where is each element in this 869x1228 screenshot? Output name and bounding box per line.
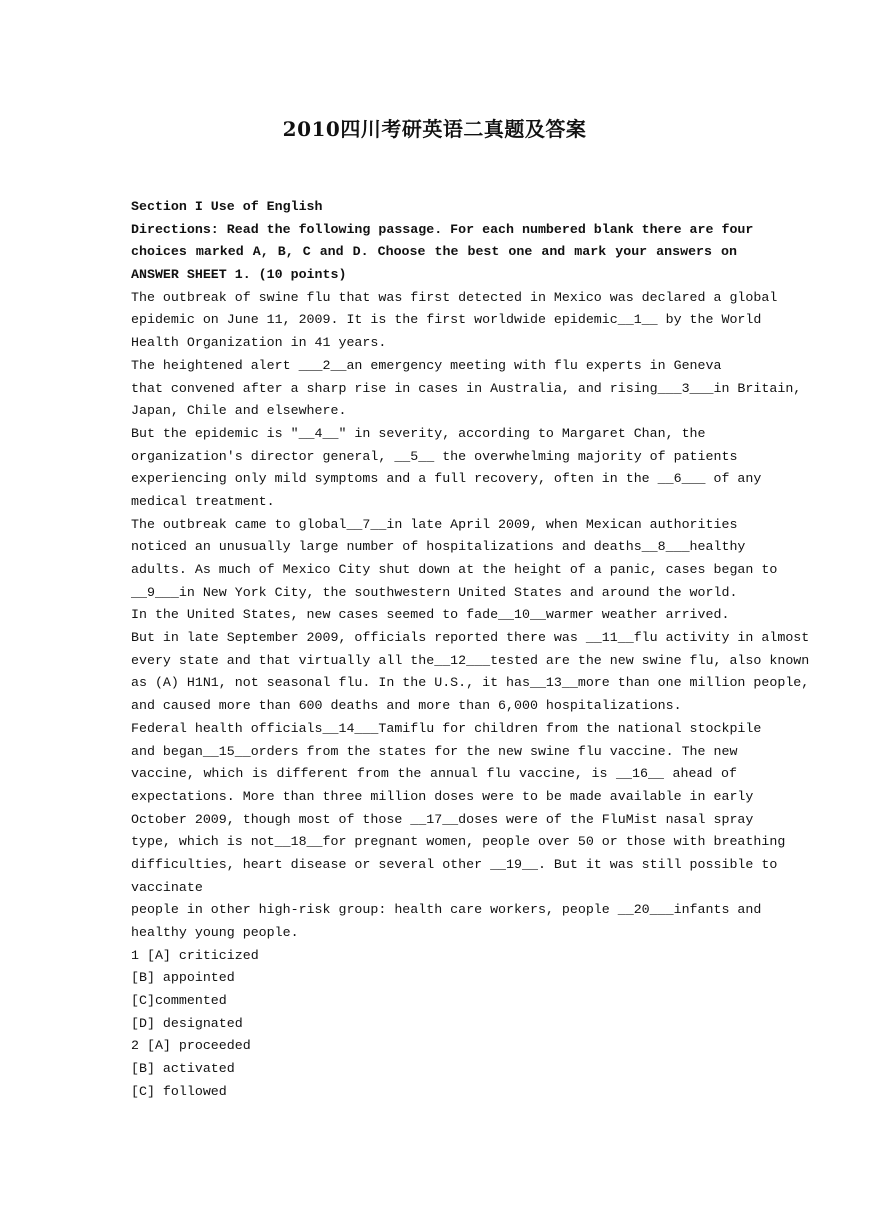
passage-line: vaccine, which is different from the annual flu vaccine, is __16__ ahead of xyxy=(131,766,737,782)
document-body xyxy=(131,196,810,1104)
passage-line: vaccinate xyxy=(131,879,203,895)
passage-line: medical treatment. xyxy=(131,493,275,509)
option-line: [C] followed xyxy=(131,1083,227,1099)
directions-line: choices marked A, B, C and D. Choose the best one and mark your answers on xyxy=(131,244,737,260)
section-heading: Section I Use of English xyxy=(131,199,323,214)
passage-line: The heightened alert ___2__an emergency meeting with flu experts in Geneva xyxy=(131,357,722,373)
option-line: [D] designated xyxy=(131,1015,243,1031)
passage-line: But the epidemic is "__4__" in severity, according to Margaret Chan, the xyxy=(131,425,706,441)
directions-line: ANSWER SHEET 1. (10 points) xyxy=(131,267,347,283)
directions-line: Directions: Read the following passage. For each numbered blank there are four xyxy=(131,221,754,237)
passage-line: type, which is not__18__for pregnant women, people over 50 or those with breathing xyxy=(131,834,786,850)
passage-line: as (A) H1N1, not seasonal flu. In the U.S., it has__13__more than one million people, xyxy=(131,675,810,691)
option-line: 1 [A] criticized xyxy=(131,947,259,963)
passage xyxy=(131,287,810,945)
passage-line: Japan, Chile and elsewhere. xyxy=(131,403,347,419)
passage-line: Health Organization in 41 years. xyxy=(131,335,387,351)
answer-options xyxy=(131,945,737,1104)
passage-line: people in other high-risk group: health care workers, people __20___infants and xyxy=(131,902,762,918)
directions xyxy=(131,219,754,287)
passage-line: adults. As much of Mexico City shut down at the height of a panic, cases began to xyxy=(131,562,778,577)
passage-line: healthy young people. xyxy=(131,925,299,940)
passage-line: epidemic on June 11, 2009. It is the first worldwide epidemic__1__ by the World xyxy=(131,312,762,328)
passage-line: that convened after a sharp rise in cases in Australia, and rising___3___in Britain, xyxy=(131,380,802,396)
passage-line: In the United States, new cases seemed to fade__10__warmer weather arrived. xyxy=(131,607,730,623)
passage-line: The outbreak came to global__7__in late April 2009, when Mexican authorities xyxy=(131,516,738,532)
passage-line: organization's director general, __5__ the overwhelming majority of patients xyxy=(131,448,738,464)
passage-line: experiencing only mild symptoms and a full recovery, often in the __6___ of any xyxy=(131,471,762,487)
passage-line: But in late September 2009, officials reported there was __11__flu activity in almost xyxy=(131,630,810,646)
passage-line: and caused more than 600 deaths and more than 6,000 hospitalizations. xyxy=(131,698,682,714)
passage-line: noticed an unusually large number of hospitalizations and deaths__8___healthy xyxy=(131,539,746,555)
passage-line: Federal health officials__14___Tamiflu for children from the national stockpile xyxy=(131,720,762,736)
passage-line: __9___in New York City, the southwestern United States and around the world. xyxy=(131,584,738,600)
option-line: [C]commented xyxy=(131,993,227,1009)
option-line: 2 [A] proceeded xyxy=(131,1038,251,1054)
option-line: [B] activated xyxy=(131,1061,235,1077)
document-title: 2010四川考研英语二真题及答案 xyxy=(282,117,587,141)
option-line: [B] appointed xyxy=(131,970,235,986)
passage-line: and began__15__orders from the states for the new swine flu vaccine. The new xyxy=(131,743,738,759)
passage-line: The outbreak of swine flu that was first detected in Mexico was declared a global xyxy=(131,289,778,305)
passage-line: difficulties, heart disease or several other __19__. But it was still possible to xyxy=(131,856,778,872)
passage-line: October 2009, though most of those __17__doses were of the FluMist nasal spray xyxy=(131,811,754,827)
passage-line: every state and that virtually all the__12___tested are the new swine flu, also known xyxy=(131,652,810,668)
passage-line: expectations. More than three million doses were to be made available in early xyxy=(131,788,754,804)
